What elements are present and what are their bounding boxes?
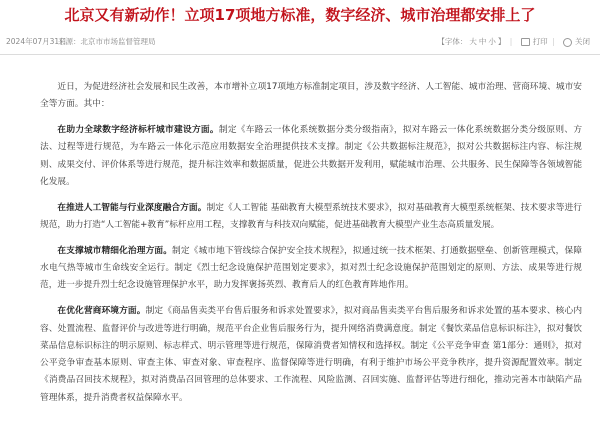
article-body: [40, 79, 582, 416]
paragraph-lead: 在支撑城市精细化治理方面。: [57, 245, 173, 256]
paragraph-lead: 在推进人工智能与行业深度融合方面。: [57, 202, 207, 213]
paragraph-lead: 在助力全球数字经济标杆城市建设方面。: [57, 125, 219, 136]
font-small-button[interactable]: 小: [488, 37, 496, 46]
font-medium-button[interactable]: 中: [478, 37, 487, 46]
article-source: 来源：北京市市场监督管理局: [58, 37, 156, 46]
publish-date: 2024年07月31日: [6, 37, 67, 46]
print-icon: [521, 38, 530, 46]
paragraph-text: 近日，为促进经济社会发展和民生改善，本市增补立项17项地方标准制定项目，涉及数字经济、人工智能、城市治理、营商环境、城市安全等方面。其中：: [40, 82, 582, 110]
print-button[interactable]: [519, 30, 548, 54]
article-meta-bar: [0, 30, 600, 55]
paragraph-artificial-intelligence: [40, 200, 582, 235]
print-label: 打印: [532, 37, 548, 46]
paragraph-lead: 在优化营商环境方面。: [57, 306, 146, 317]
paragraph-text: 制定《商品售卖类平台售后服务和诉求处置要求》，拟对商品售卖类平台售后服务和诉求处置的基本要求、核心内容、处置流程、监督评价与改进等进行明确，规范平台企业售后服务行为，提升网络消费满意度。制定《餐饮菜品信息标识标注》，拟对餐饮菜品信息标识标注的明示原则、标志样式、明示管理等进行规范，保障消费者知情权和选择权。制定《公平竞争审查 第1部分：通则》，拟对公平竞争审查基本原则、审查主体、审查对象、审查程序、监督保障等进行明确，有利于维护市场公平竞争秩序，提升资源配置效率。制定《消费品召回技术规程》，拟对消费品召回管理的总体要求、工作流程、风险监测、召回实施、监督评估等进行细化，推动完善本市缺陷产品管理体系，提升消费者权益保障水平。: [40, 306, 583, 403]
tools-divider: |: [509, 37, 513, 46]
article-tools: [435, 30, 590, 54]
paragraph-intro: [40, 79, 582, 114]
close-button[interactable]: [561, 30, 590, 54]
font-size-label: 【字体：: [437, 37, 468, 46]
paragraph-text: 制定《城市地下管线综合保护安全技术规程》，拟通过统一技术框架、打通数据壁垒、创新管理模式，保障水电气热等城市生命线安全运行。制定《烈士纪念设施保护范围划定要求》，拟对烈士纪念设施保护范围划定的原则、方法、成果等进行规范，进一步提升烈士纪念设施管理保护水平，助力发挥褒扬英烈、教育后人的红色教育阵地作用。: [40, 245, 582, 291]
paragraph-text: 制定《人工智能 基础教育大模型系统技术要求》，拟对基础教育大模型系统框架、技术要求等进行规范，助力打造“人工智能+教育”标杆应用工程，支撑教育与科技双向赋能，促进基础教育大模型产业生态高质量发展。: [40, 202, 582, 231]
paragraph-business-environment: [40, 303, 582, 407]
paragraph-digital-economy: [40, 122, 582, 191]
paragraph-urban-governance: [40, 243, 582, 295]
close-label: 关闭: [575, 37, 590, 46]
font-large-button[interactable]: 大: [469, 37, 477, 46]
paragraph-text: 制定《车路云一体化系统数据分类分级指南》，拟对车路云一体化系统数据分类分级原则、方法、过程等进行规范，为车路云一体化示范应用数据安全治理提供技术支撑。制定《公共数据标注规范》，拟对公共数据标注内容、标注规则、成果交付、评价体系等进行规范，提升标注效率和数据质量，促进公共数据开发利用，赋能城市治理、公共服务、民生保障等各领域智能化发展。: [40, 125, 583, 187]
close-icon: [563, 38, 572, 47]
tools-divider: |: [552, 37, 555, 46]
font-size-label-end: 】: [497, 37, 506, 46]
article-title: 北京又有新动作！立项17项地方标准，数字经济、城市治理都安排上了: [64, 6, 536, 24]
